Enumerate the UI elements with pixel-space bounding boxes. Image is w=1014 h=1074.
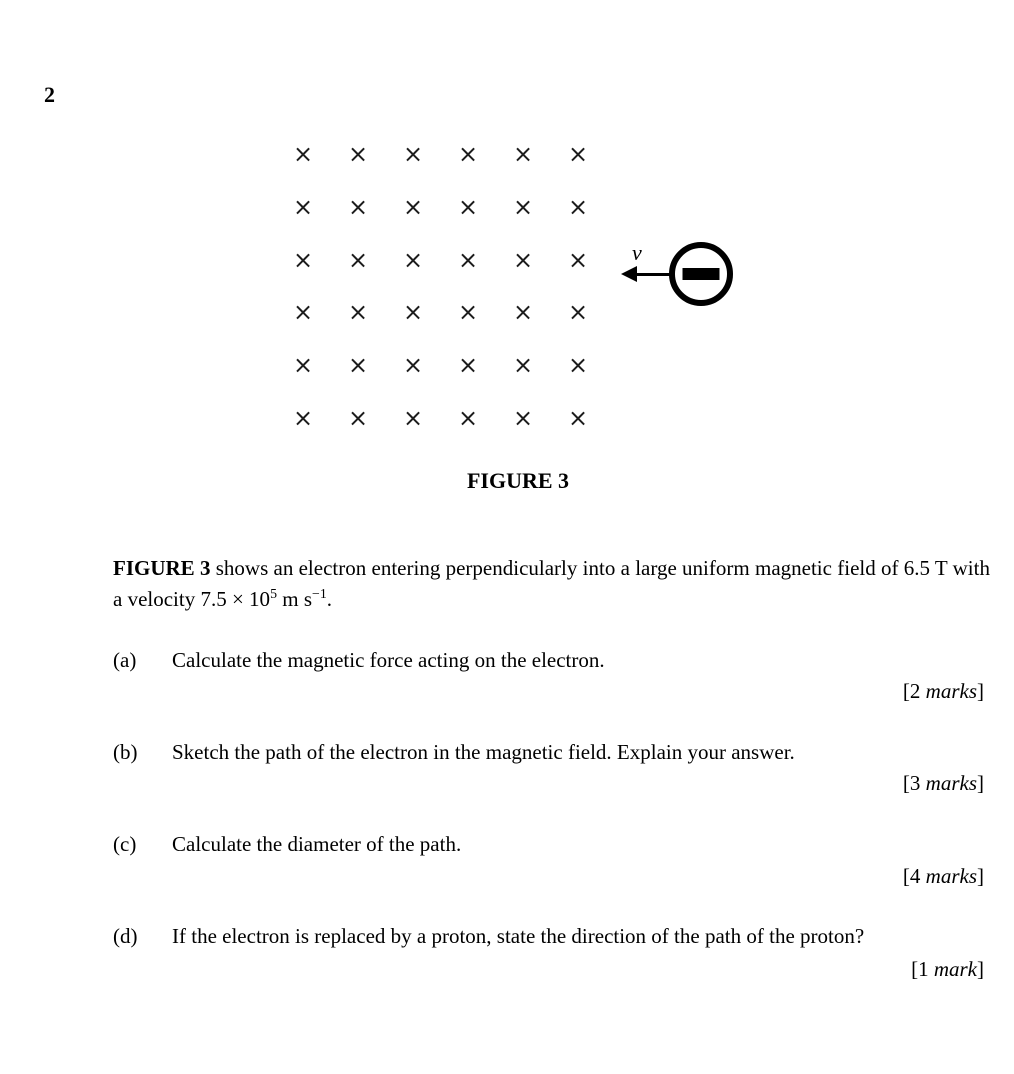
description-text-a: shows an electron entering perpendicularly into a large uniform magnetic field of 6.5 T with a velocity 7.5 × 10 (113, 556, 990, 611)
figure-caption: FIGURE 3 (466, 468, 570, 493)
question-b (113, 737, 990, 768)
velocity-label: v (632, 240, 642, 265)
field-into-page-cross-icon: × (402, 298, 424, 327)
field-into-page-cross-icon: × (512, 298, 534, 327)
field-into-page-cross-icon: × (567, 298, 589, 327)
question-d-marks: [1 mark] (911, 957, 984, 981)
field-into-page-cross-icon: × (512, 245, 534, 274)
field-into-page-cross-icon: × (457, 351, 479, 380)
field-into-page-cross-icon: × (402, 245, 424, 274)
figure-3-diagram (0, 0, 1014, 520)
electron-symbol (669, 242, 733, 306)
field-into-page-cross-icon: × (402, 140, 424, 168)
description-text-c: . (326, 587, 333, 611)
description-bold-prefix: FIGURE 3 (113, 556, 211, 580)
question-c-marks: [4 marks] (902, 864, 984, 888)
question-d-text: If the electron is replaced by a proton, state the direction of the path of the proton? (172, 924, 865, 948)
field-into-page-cross-icon: × (567, 192, 589, 221)
field-into-page-cross-icon: × (347, 351, 369, 380)
question-a-label: (a) (113, 648, 137, 672)
field-into-page-cross-icon: × (402, 351, 424, 380)
field-into-page-cross-icon: × (457, 192, 479, 221)
velocity-arrow-line (634, 273, 670, 276)
question-d-label: (d) (113, 924, 138, 948)
field-into-page-cross-icon: × (347, 298, 369, 327)
field-into-page-cross-icon: × (347, 245, 369, 274)
question-a-text: Calculate the magnetic force acting on the electron. (172, 648, 605, 672)
question-c (113, 829, 990, 860)
field-into-page-cross-icon: × (512, 351, 534, 380)
field-into-page-cross-icon: × (402, 192, 424, 221)
question-c-label: (c) (113, 832, 137, 856)
question-b-label: (b) (113, 740, 138, 764)
question-a (113, 645, 990, 676)
field-into-page-cross-icon: × (457, 245, 479, 274)
page-number: 2 (44, 82, 55, 107)
question-d (113, 921, 990, 952)
field-into-page-cross-icon: × (457, 140, 479, 168)
field-into-page-cross-icon: × (512, 404, 534, 432)
description-superscript-exponent: 5 (270, 586, 277, 602)
question-b-text: Sketch the path of the electron in the magnetic field. Explain your answer. (172, 740, 795, 764)
field-into-page-cross-icon: × (567, 140, 589, 168)
field-into-page-cross-icon: × (292, 351, 314, 380)
field-into-page-cross-icon: × (567, 245, 589, 274)
minus-icon (683, 268, 720, 280)
figure-description (113, 553, 990, 615)
field-into-page-cross-icon: × (512, 192, 534, 221)
field-into-page-cross-icon: × (457, 404, 479, 432)
field-into-page-cross-icon: × (347, 404, 369, 432)
question-b-marks: [3 marks] (902, 771, 984, 795)
field-into-page-cross-icon: × (292, 245, 314, 274)
field-into-page-cross-icon: × (347, 140, 369, 168)
field-into-page-cross-icon: × (402, 404, 424, 432)
description-superscript-unit: −1 (312, 586, 327, 602)
question-a-marks: [2 marks] (902, 679, 984, 703)
question-c-text: Calculate the diameter of the path. (172, 832, 462, 856)
field-into-page-cross-icon: × (292, 140, 314, 168)
field-into-page-cross-icon: × (292, 298, 314, 327)
field-into-page-cross-icon: × (292, 192, 314, 221)
field-into-page-cross-icon: × (567, 351, 589, 380)
field-into-page-cross-icon: × (457, 298, 479, 327)
field-into-page-cross-icon: × (292, 404, 314, 432)
field-into-page-cross-icon: × (567, 404, 589, 432)
field-into-page-cross-icon: × (512, 140, 534, 168)
description-text-b: m s (277, 587, 313, 611)
field-into-page-cross-icon: × (347, 192, 369, 221)
